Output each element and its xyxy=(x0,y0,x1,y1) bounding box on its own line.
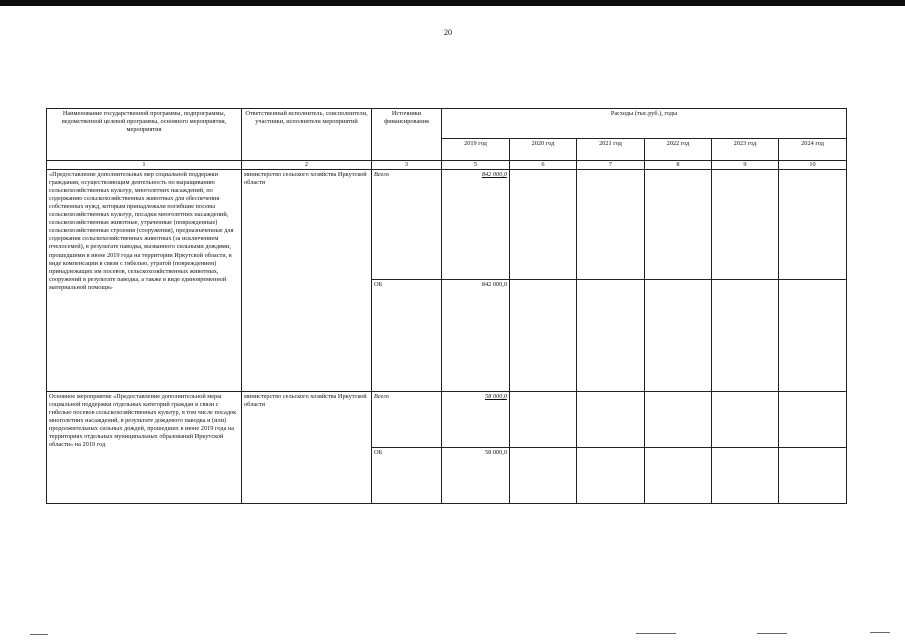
header-year-2022: 2022 год xyxy=(645,139,712,161)
empty-cell xyxy=(779,392,847,448)
header-expenses: Расходы (тыс.руб.), годы xyxy=(442,109,847,139)
responsible-executor: министерство сельского хозяйства Иркутской области xyxy=(242,170,372,392)
column-number: 9 xyxy=(712,161,779,170)
column-number: 2 xyxy=(242,161,372,170)
column-number: 1 xyxy=(47,161,242,170)
empty-cell xyxy=(645,280,712,392)
empty-cell xyxy=(510,392,577,448)
empty-cell xyxy=(577,280,645,392)
responsible-executor: министерство сельского хозяйства Иркутской области xyxy=(242,392,372,504)
empty-cell xyxy=(779,448,847,504)
scan-artifact xyxy=(870,632,890,633)
header-year-2019: 2019 год xyxy=(442,139,510,161)
source-ob: ОБ xyxy=(372,280,442,392)
empty-cell xyxy=(577,392,645,448)
empty-cell xyxy=(712,170,779,280)
header-responsible: Ответственный исполнитель, соисполнители, участники, исполнители мероприятий xyxy=(242,109,372,161)
measure-name: Основное мероприятие «Предоставление дополнительной меры социальной поддержки отдельных категорий граждан в связи с гибелью посевов сельскохозяйственных культур, в том числе посадок многолетних насаждений, в результате дождевого паводка и (или) продолжительных сильных дождей, прошедших в июне 2019 года на территориях отдельных муниципальных образований Иркутской области» на 2019 год xyxy=(47,392,242,504)
header-year-2024: 2024 год xyxy=(779,139,847,161)
column-numbers-row xyxy=(47,161,847,170)
column-number: 7 xyxy=(577,161,645,170)
budget-table xyxy=(46,108,847,504)
total-2019-value: 842 000,0 xyxy=(442,170,510,280)
empty-cell xyxy=(510,170,577,280)
page-number: 20 xyxy=(444,28,452,37)
column-number: 5 xyxy=(442,161,510,170)
column-number: 3 xyxy=(372,161,442,170)
empty-cell xyxy=(645,448,712,504)
ob-2019-value: 842 000,0 xyxy=(442,280,510,392)
table-row xyxy=(47,170,847,280)
scan-artifact xyxy=(30,634,48,635)
header-year-2021: 2021 год xyxy=(577,139,645,161)
empty-cell xyxy=(510,448,577,504)
total-2019-value: 58 000,0 xyxy=(442,392,510,448)
column-number: 6 xyxy=(510,161,577,170)
empty-cell xyxy=(712,392,779,448)
source-ob: ОБ xyxy=(372,448,442,504)
scan-top-border xyxy=(0,0,905,6)
source-total: Всего xyxy=(372,170,442,280)
empty-cell xyxy=(779,170,847,280)
ob-2019-value: 58 000,0 xyxy=(442,448,510,504)
measure-name: «Предоставление дополнительных мер социальной поддержки гражданам, осуществляющим деятельность по выращиванию сельскохозяйственных культур, многолетних насаждений, по содержанию сельскохозяйственных животных для обеспечения собственных нужд, которым принадлежали погибшие посевы сельскохозяйственных культур, посадки многолетних насаждений, сельскохозяйственные животные, утраченные (поврежденные) сельскохозяйственные строения (сооружения), предназначенные для содержания сельскохозяйственных животных (за исключением пчелосемей), в результате паводка, вызванного сильными дождями, прошедшими в июне 2019 года на территории Иркутской области, в виде компенсации в связи с гибелью, утратой (повреждением) принадлежащих им посевов, сельскохозяйственных животных, сооружений в результате паводка, а также в виде единовременной материальной помощи» xyxy=(47,170,242,392)
empty-cell xyxy=(577,170,645,280)
column-number: 8 xyxy=(645,161,712,170)
empty-cell xyxy=(645,170,712,280)
empty-cell xyxy=(712,280,779,392)
table-row xyxy=(47,392,847,448)
header-year-2020: 2020 год xyxy=(510,139,577,161)
header-year-2023: 2023 год xyxy=(712,139,779,161)
header-name: Наименование государственной программы, подпрограммы, ведомственной целевой программы, основного мероприятия, мероприятия xyxy=(47,109,242,161)
scan-artifact xyxy=(636,633,676,634)
empty-cell xyxy=(712,448,779,504)
empty-cell xyxy=(645,392,712,448)
header-sources: Источники финансирования xyxy=(372,109,442,161)
source-total: Всего xyxy=(372,392,442,448)
column-number: 10 xyxy=(779,161,847,170)
empty-cell xyxy=(510,280,577,392)
scan-artifact xyxy=(757,633,787,634)
empty-cell xyxy=(779,280,847,392)
empty-cell xyxy=(577,448,645,504)
